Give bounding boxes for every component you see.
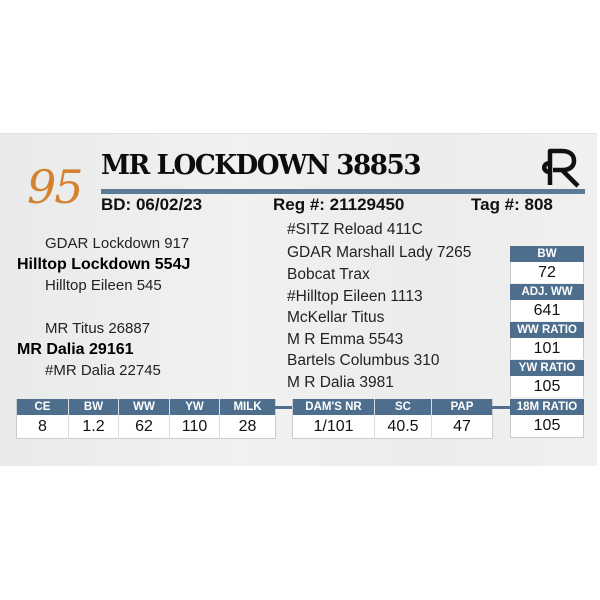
stat-yw-ratio (510, 360, 584, 397)
dam: MR Dalia 29161 (17, 341, 134, 358)
animal-name: MR LOCKDOWN 38853 (101, 150, 421, 181)
dam-sire: MR Titus 26887 (45, 320, 151, 337)
dam-header: SC (375, 399, 431, 415)
dam-value: 1/101 (293, 415, 374, 439)
stat-label: ADJ. WW (510, 284, 584, 300)
dam-header: DAM'S NR (293, 399, 374, 415)
stat-value: 105 (510, 415, 584, 438)
stat-value: 72 (510, 262, 584, 283)
table-connector (272, 406, 292, 409)
pedigree-line: #SITZ Reload 411C (287, 221, 423, 238)
r-brand-logo-icon (538, 145, 582, 189)
stat-bw (510, 246, 584, 283)
epd-table (16, 399, 276, 439)
epd-value: 1.2 (69, 415, 118, 439)
epd-value: 110 (170, 415, 219, 439)
pedigree-line: M R Emma 5543 (287, 331, 404, 348)
tag-number: Tag #: 808 (471, 195, 553, 214)
dam-col-nr (293, 399, 375, 439)
epd-col-bw (69, 399, 119, 439)
pedigree-line: #Hilltop Eileen 1113 (287, 288, 423, 305)
registration-number: Reg #: 21129450 (273, 195, 405, 214)
epd-col-milk (220, 399, 275, 439)
sire-dam: Hilltop Eileen 545 (45, 277, 162, 294)
pedigree-line: Bobcat Trax (287, 266, 370, 283)
dam-header: PAP (432, 399, 492, 415)
stat-adj-ww (510, 284, 584, 321)
sire: Hilltop Lockdown 554J (17, 256, 191, 273)
epd-value: 62 (119, 415, 169, 439)
dam-col-sc (375, 399, 432, 439)
stat-ww-ratio (510, 322, 584, 359)
dam-value: 47 (432, 415, 492, 439)
epd-header: YW (170, 399, 219, 415)
epd-col-yw (170, 399, 220, 439)
pedigree-line: M R Dalia 3981 (287, 374, 394, 391)
epd-col-ce (17, 399, 69, 439)
stat-18m-ratio (510, 399, 584, 438)
pedigree-line: Bartels Columbus 310 (287, 352, 440, 369)
pedigree-line: McKellar Titus (287, 309, 385, 326)
stat-label: 18M RATIO (510, 399, 584, 415)
dam-col-pap (432, 399, 492, 439)
birth-date: BD: 06/02/23 (101, 195, 203, 214)
stat-value: 641 (510, 300, 584, 321)
title-divider (101, 189, 585, 194)
epd-header: WW (119, 399, 169, 415)
stat-value: 101 (510, 338, 584, 359)
stat-label: WW RATIO (510, 322, 584, 338)
dam-value: 40.5 (375, 415, 431, 439)
epd-value: 8 (17, 415, 68, 439)
sire-sire: GDAR Lockdown 917 (45, 235, 190, 252)
epd-header: MILK (220, 399, 275, 415)
epd-header: BW (69, 399, 118, 415)
epd-col-ww (119, 399, 170, 439)
pedigree-line: GDAR Marshall Lady 7265 (287, 244, 472, 261)
epd-value: 28 (220, 415, 275, 439)
table-connector (492, 406, 510, 409)
stat-label: BW (510, 246, 584, 262)
dam-dam: #MR Dalia 22745 (45, 362, 161, 379)
epd-header: CE (17, 399, 68, 415)
stat-label: YW RATIO (510, 360, 584, 376)
stat-value: 105 (510, 376, 584, 397)
dam-table (292, 399, 493, 439)
score-badge: 95 (27, 160, 82, 214)
